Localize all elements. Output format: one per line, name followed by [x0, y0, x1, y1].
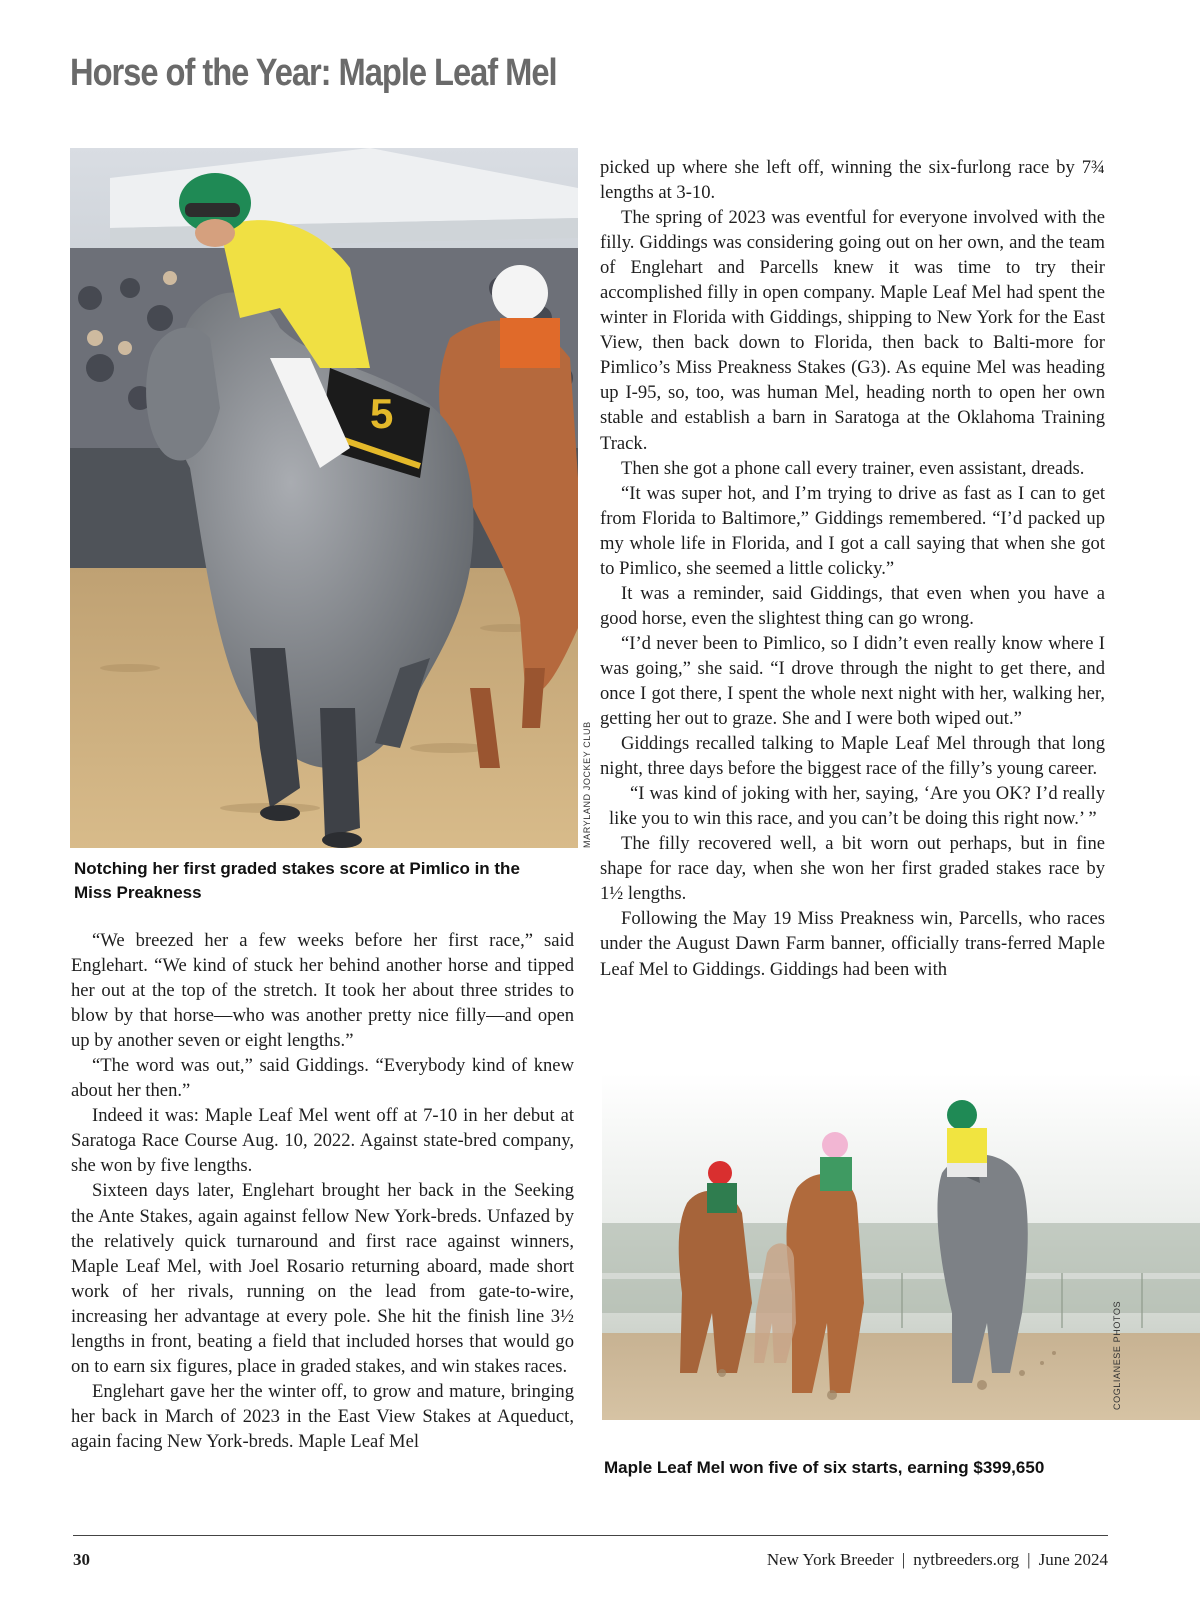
- footer-divider: [73, 1535, 1108, 1536]
- website-link[interactable]: nytbreeders.org: [913, 1550, 1020, 1569]
- issue-date: June 2024: [1038, 1550, 1108, 1569]
- photo-credit-maryland: MARYLAND JOCKEY CLUB: [582, 721, 592, 848]
- paragraph: The filly recovered well, a bit worn out perhaps, but in fine shape for race day, when she won her first graded stakes race by 1½ lengths.: [600, 833, 1105, 905]
- race-action-photo: [602, 1073, 1200, 1420]
- paragraph: Then she got a phone call every trainer, even assistant, dreads.: [621, 457, 1085, 479]
- paragraph: “The word was out,” said Giddings. “Everybody kind of knew about her then.”: [71, 1055, 574, 1102]
- paragraph: Giddings recalled talking to Maple Leaf Mel through that long night, three days before the biggest race of the filly’s young career.: [600, 733, 1105, 780]
- paragraph: Sixteen days later, Englehart brought her back in the Seeking the Ante Stakes, again against fellow New York-breds. Unfazed by the relatively quick turnaround and first race against winners, Maple Leaf Mel, with Joel Rosario returning aboard, made short work of her rivals, running on the lead from gate-to-wire, increasing her advantage at every pole. She hit the finish line 3½ lengths in front, beating a field that included horses that would go on to earn six figures, place in graded stakes, and win stakes races.: [71, 1180, 574, 1377]
- paragraph: It was a reminder, said Giddings, that even when you have a good horse, even the slightest thing can go wrong.: [600, 582, 1105, 629]
- photo-caption-pimlico: Notching her first graded stakes score at Pimlico in the Miss Preakness: [74, 859, 520, 902]
- paragraph: Englehart gave her the winter off, to grow and mature, bringing her back in March of 2023 in the East View Stakes at Aqueduct, again facing New York-breds. Maple Leaf Mel: [71, 1380, 574, 1452]
- article-headline: Horse of the Year: Maple Leaf Mel: [70, 52, 557, 94]
- paragraph: picked up where she left off, winning the six-furlong race by 7¾ lengths at 3-10.: [600, 157, 1105, 204]
- page-number: 30: [73, 1550, 90, 1569]
- paragraph: “I’d never been to Pimlico, so I didn’t even really know where I was going,” she said. “I drove through the night to get there, and once I got there, I spent the whole next night with her, walking her, getting her out to graze. She and I were both wiped out.”: [600, 632, 1105, 730]
- saddle-cloth-number: 5: [370, 390, 394, 437]
- paragraph: “I was kind of joking with her, saying, ‘Are you OK? I’d really like you to win this race, and you can’t be doing this right now.’ ”: [609, 783, 1105, 830]
- article-column-right: [600, 155, 1105, 982]
- paragraph: Indeed it was: Maple Leaf Mel went off at 7-10 in her debut at Saratoga Race Course Aug. 10, 2022. Against state-bred company, she won by five lengths.: [71, 1105, 574, 1177]
- paragraph: “It was super hot, and I’m trying to drive as fast as I can to get from Florida to Baltimore,” Giddings remembered. “I’d packed up my whole life in Florida, and I got a call saying that when she got to Pimlico, she seemed a little colicky.”: [600, 482, 1105, 579]
- footer-separator: |: [1027, 1550, 1031, 1569]
- pimlico-race-photo: [70, 148, 578, 848]
- article-column-left: [71, 928, 574, 1454]
- photo-caption-earnings: Maple Leaf Mel won five of six starts, earning $399,650: [604, 1458, 1045, 1477]
- paragraph: The spring of 2023 was eventful for everyone involved with the filly. Giddings was considering going out on her own, and the team of Englehart and Parcells knew it was time to try their accomplished filly in open company. Maple Leaf Mel had spent the winter in Florida with Giddings, shipping to New York for the East View, then back down to Florida, then back to Balti-more for Pimlico’s Miss Preakness Stakes (G3). As equine Mel was heading up I-95, so, too, was human Mel, heading north to open her own stable and establish a barn in Saratoga at the Oklahoma Training Track.: [600, 207, 1105, 454]
- publication-name: New York Breeder: [766, 1550, 894, 1569]
- footer-separator: |: [901, 1550, 906, 1569]
- paragraph: “We breezed her a few weeks before her first race,” said Englehart. “We kind of stuck her behind another horse and tipped her out at the top of the stretch. It took her about three strides to blow by that horse—who was another pretty nice filly—and open up by another seven or eight lengths.”: [71, 930, 574, 1052]
- photo-credit-coglianese: COGLIANESE PHOTOS: [1112, 1300, 1122, 1410]
- footer-publication-info: [767, 1550, 1108, 1570]
- paragraph: Following the May 19 Miss Preakness win, Parcells, who races under the August Dawn Farm banner, officially trans-ferred Maple Leaf Mel to Giddings. Giddings had been with: [600, 908, 1105, 980]
